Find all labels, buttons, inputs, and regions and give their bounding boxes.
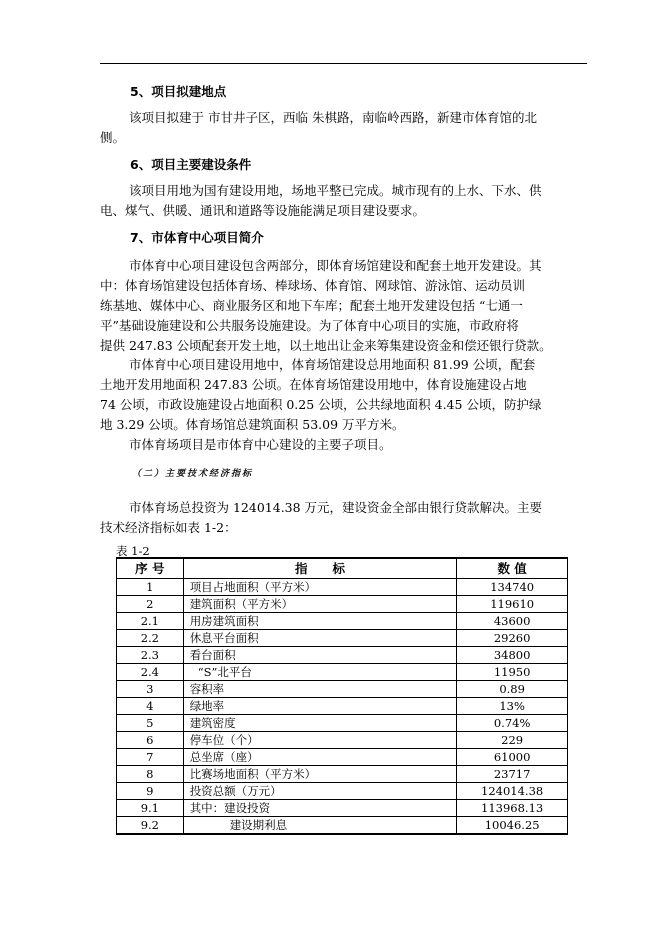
row-value: 43600 — [457, 613, 568, 630]
text-line: 土地开发用地面积 247.83 公顷。在体育场馆建设用地中，体育设施建设占地 — [100, 377, 527, 392]
row-value: 61000 — [457, 749, 568, 766]
row-value: 23717 — [457, 766, 568, 783]
row-value: 119610 — [457, 596, 568, 613]
conditions-paragraph — [100, 181, 588, 221]
row-no: 2.2 — [117, 630, 184, 647]
row-no: 2.1 — [117, 613, 184, 630]
row-value: 11950 — [457, 664, 568, 681]
text-line: 提供 247.83 公顷配套开发土地，以土地出让金来筹集建设资金和偿还银行贷款。 — [100, 338, 552, 353]
row-value: 29260 — [457, 630, 568, 647]
text-line: 该项目用地为国有建设用地，场地平整已完成。城市现有的上水、下水、供 — [129, 183, 542, 198]
text-line: 地 3.29 公顷。体育场馆总建筑面积 53.09 万平方米。 — [100, 417, 405, 432]
row-no: 4 — [117, 698, 184, 715]
header-rule — [100, 63, 587, 64]
table-row — [117, 698, 568, 715]
row-no: 9.2 — [117, 817, 184, 835]
text-line: 电、煤气、供暖、通讯和道路等设施能满足项目建设要求。 — [100, 203, 426, 218]
table-row — [117, 613, 568, 630]
text-line: 平”基础设施建设和公共服务设施建设。为了体育中心项目的实施，市政府将 — [100, 318, 519, 333]
investment-paragraph — [100, 498, 588, 538]
text-line: 练基地、媒体中心、商业服务区和地下车库；配套土地开发建设包括 “七通一 — [100, 298, 523, 313]
text-line: 技术经济指标如表 1-2： — [100, 520, 237, 535]
row-no: 2.4 — [117, 664, 184, 681]
row-item: 建筑密度 — [183, 715, 457, 732]
text-line: 中：体育场馆建设包括体育场、棒球场、体育馆、网球馆、游泳馆、运动员训 — [100, 278, 526, 293]
table-row — [117, 783, 568, 800]
table-row — [117, 596, 568, 613]
text-line: 该项目拟建于 市甘井子区，西临 朱棋路，南临岭西路，新建市体育馆的北 — [129, 110, 537, 125]
intro-paragraph-2 — [100, 355, 588, 455]
text-line: 市体育场总投资为 124014.38 万元，建设资金全部由银行贷款解决。主要 — [129, 500, 543, 515]
row-no: 6 — [117, 732, 184, 749]
text-line: 市体育中心项目建设包含两部分，即体育场馆建设和配套土地开发建设。其 — [129, 258, 542, 273]
row-value: 0.74% — [457, 715, 568, 732]
row-value: 229 — [457, 732, 568, 749]
table-row — [117, 749, 568, 766]
row-value: 134740 — [457, 579, 568, 596]
row-item: 其中：建设投资 — [183, 800, 457, 817]
row-value: 113968.13 — [457, 800, 568, 817]
table-row — [117, 630, 568, 647]
row-no: 2.3 — [117, 647, 184, 664]
section-heading-location: 5、项目拟建地点 — [130, 84, 227, 99]
row-item: 用房建筑面积 — [183, 613, 457, 630]
row-no: 2 — [117, 596, 184, 613]
row-no: 5 — [117, 715, 184, 732]
section-heading-conditions: 6、项目主要建设条件 — [130, 157, 252, 172]
table-row — [117, 579, 568, 596]
row-item: “S”北平台 — [183, 664, 457, 681]
row-no: 8 — [117, 766, 184, 783]
row-item: 投资总额（万元） — [183, 783, 457, 800]
table-row — [117, 732, 568, 749]
row-item: 停车位（个） — [183, 732, 457, 749]
table-row — [117, 681, 568, 698]
table-row — [117, 715, 568, 732]
row-item: 看台面积 — [183, 647, 457, 664]
row-item: 比赛场地面积（平方米） — [183, 766, 457, 783]
row-value: 124014.38 — [457, 783, 568, 800]
text-line: 侧。 — [100, 130, 126, 145]
text-line: 市体育中心项目建设用地中，体育场馆建设总用地面积 81.99 公顷，配套 — [129, 357, 536, 372]
section-heading-intro: 7、市体育中心项目简介 — [130, 230, 264, 245]
row-no: 1 — [117, 579, 184, 596]
row-item: 休息平台面积 — [183, 630, 457, 647]
table-row — [117, 800, 568, 817]
row-value: 34800 — [457, 647, 568, 664]
row-no: 7 — [117, 749, 184, 766]
header-no: 序 号 — [117, 558, 184, 579]
subheading-key-indicators: （二）主要技术经济指标 — [132, 469, 254, 479]
table-row — [117, 647, 568, 664]
row-no: 9 — [117, 783, 184, 800]
header-indicator: 指 标 — [183, 558, 457, 579]
table-header-row — [117, 558, 568, 579]
row-item: 建设期利息 — [183, 817, 457, 835]
row-item: 建筑面积（平方米） — [183, 596, 457, 613]
row-value: 0.89 — [457, 681, 568, 698]
text-line: 74 公顷，市政设施建设占地面积 0.25 公顷，公共绿地面积 4.45 公顷，防护绿 — [100, 397, 542, 412]
intro-paragraph-1 — [100, 256, 588, 356]
indicator-table — [116, 557, 568, 835]
row-item: 项目占地面积（平方米） — [183, 579, 457, 596]
row-item: 绿地率 — [183, 698, 457, 715]
table-caption: 表 1-2 — [116, 544, 150, 558]
header-value: 数 值 — [457, 558, 568, 579]
table-row — [117, 817, 568, 835]
text-line: 市体育场项目是市体育中心建设的主要子项目。 — [129, 437, 392, 452]
row-item: 容积率 — [183, 681, 457, 698]
row-no: 9.1 — [117, 800, 184, 817]
table-row — [117, 664, 568, 681]
location-paragraph — [100, 108, 588, 148]
row-item: 总坐席（座） — [183, 749, 457, 766]
row-value: 13% — [457, 698, 568, 715]
row-no: 3 — [117, 681, 184, 698]
row-value: 10046.25 — [457, 817, 568, 835]
table-row — [117, 766, 568, 783]
